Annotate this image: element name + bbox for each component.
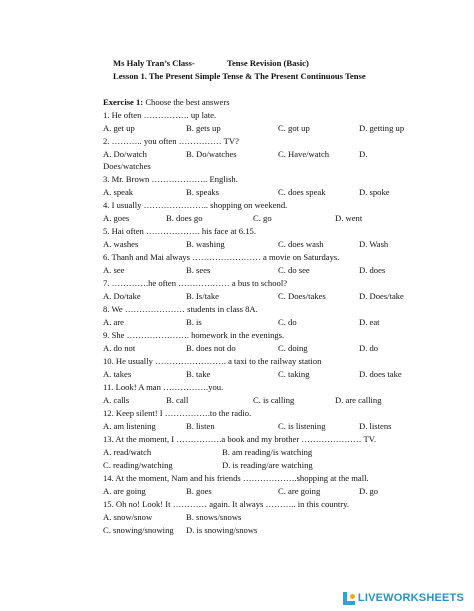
q5-option-b[interactable]: B. washing (186, 239, 225, 249)
q15-option-b[interactable]: B. snows/snows (186, 512, 242, 522)
q1-option-d[interactable]: D. getting up (359, 123, 405, 133)
question-14: 14. At the moment, Nam and his friends ……………….shopping at the mall. (103, 473, 369, 483)
question-3: 3. Mr. Brown ……………….. English. (103, 174, 238, 184)
q13-option-d[interactable]: D. is reading/are watching (222, 460, 313, 470)
q10-option-d[interactable]: D. does take (359, 369, 402, 379)
question-10: 10. He usually ……………………. a taxi to the railway station (103, 356, 322, 366)
q2-option-b[interactable]: B. Do/watches (186, 149, 237, 159)
q7-option-c[interactable]: C. Does/takes (278, 291, 326, 301)
q9-option-b[interactable]: B. does not do (186, 343, 236, 353)
q11-option-c[interactable]: C. is calling (253, 395, 295, 405)
q15-option-a[interactable]: A. snow/snow (103, 512, 153, 522)
question-7: 7. ………….he often ……………… a bus to school? (103, 278, 288, 288)
question-11: 11. Look! A man …………….you. (103, 382, 224, 392)
q4-option-b[interactable]: B. does go (166, 213, 203, 223)
q8-option-c[interactable]: C. do (278, 317, 297, 327)
logo-text: LIVEWORKSHEETS (357, 592, 464, 604)
q14-option-b[interactable]: B. goes (186, 486, 212, 496)
q14-option-c[interactable]: C. are going (278, 486, 321, 496)
question-4: 4. I usually ………………….. shopping on weekend. (103, 200, 288, 210)
question-6: 6. Thanh and Mai always …………………… a movie on Saturdays. (103, 252, 340, 262)
q5-option-d[interactable]: D. Wash (359, 239, 389, 249)
q15-option-c[interactable]: C. snowing/snowing (103, 525, 174, 535)
q5-option-c[interactable]: C. does wash (278, 239, 324, 249)
q9-option-a[interactable]: A. do not (103, 343, 136, 353)
class-name: Ms Haly Tran’s Class- (113, 58, 195, 68)
question-12: 12. Keep silent! I …………….to the radio. (103, 408, 252, 418)
q5-option-a[interactable]: A. washes (103, 239, 139, 249)
q2-option-a[interactable]: A. Do/watch (103, 149, 147, 159)
q7-option-a[interactable]: A. Do/take (103, 291, 141, 301)
q11-option-b[interactable]: B. call (166, 395, 189, 405)
q11-option-d[interactable]: D. are calling (335, 395, 382, 405)
q10-option-a[interactable]: A. takes (103, 369, 132, 379)
question-2: 2. ……….. you often …………… TV? (103, 136, 239, 146)
q14-option-d[interactable]: D. go (359, 486, 379, 496)
liveworksheets-logo-icon (343, 592, 355, 605)
q12-option-a[interactable]: A. am listening (103, 421, 156, 431)
question-9: 9. She …………………. homework in the evenings. (103, 330, 285, 340)
q6-option-c[interactable]: C. do see (278, 265, 310, 275)
q6-option-a[interactable]: A. see (103, 265, 125, 275)
q3-option-d[interactable]: D. spoke (359, 187, 390, 197)
q13-option-a[interactable]: A. read/watch (103, 447, 152, 457)
exercise-label: Exercise 1: (103, 97, 144, 107)
q4-option-d[interactable]: D. went (335, 213, 363, 223)
q2-option-c[interactable]: C. Have/watch (278, 149, 330, 159)
q1-option-c[interactable]: C. got up (278, 123, 310, 133)
q3-option-a[interactable]: A. speak (103, 187, 134, 197)
q13-option-c[interactable]: C. reading/watching (103, 460, 173, 470)
q7-option-b[interactable]: B. Is/take (186, 291, 219, 301)
q10-option-b[interactable]: B. take (186, 369, 211, 379)
question-15: 15. Oh no! Look! It ………… again. It always ……….. in this country. (103, 499, 349, 509)
q2-option-d-text[interactable]: Does/watches (103, 161, 151, 171)
q6-option-b[interactable]: B. sees (186, 265, 211, 275)
q3-option-b[interactable]: B. speaks (186, 187, 219, 197)
question-5: 5. Hai often ………………. his face at 6.15. (103, 226, 256, 236)
q14-option-a[interactable]: A. are going (103, 486, 146, 496)
q4-option-a[interactable]: A. goes (103, 213, 130, 223)
q8-option-b[interactable]: B. is (186, 317, 202, 327)
q1-option-a[interactable]: A. get up (103, 123, 135, 133)
question-13: 13. At the moment, I …………….a book and my brother ………………… TV. (103, 434, 376, 444)
q9-option-c[interactable]: C. doing (278, 343, 308, 353)
q13-option-b[interactable]: B. am reading/is watching (222, 447, 313, 457)
q12-option-b[interactable]: B. listen (186, 421, 215, 431)
q15-option-d[interactable]: D. is snowing/snows (186, 525, 258, 535)
q7-option-d[interactable]: D. Does/take (359, 291, 404, 301)
q8-option-a[interactable]: A. are (103, 317, 124, 327)
q12-option-d[interactable]: D. listens (359, 421, 392, 431)
q1-option-b[interactable]: B. gets up (186, 123, 221, 133)
q11-option-a[interactable]: A. calls (103, 395, 130, 405)
q2-option-d[interactable]: D. (359, 149, 368, 159)
q4-option-c[interactable]: C. go (253, 213, 272, 223)
q3-option-c[interactable]: C. does speak (278, 187, 326, 197)
q12-option-c[interactable]: C. is listening (278, 421, 326, 431)
question-1: 1. He often ……………. up late. (103, 110, 217, 120)
liveworksheets-logo[interactable] (343, 589, 464, 607)
question-8: 8. We ………………… students in class 8A. (103, 304, 258, 314)
worksheet-title: Tense Revision (Basic) (227, 58, 309, 68)
lesson-title: Lesson 1. The Present Simple Tense & The Present Continuous Tense (113, 71, 366, 81)
q6-option-d[interactable]: D. does (359, 265, 386, 275)
exercise-heading (103, 97, 230, 107)
q8-option-d[interactable]: D. eat (359, 317, 380, 327)
q10-option-c[interactable]: C. taking (278, 369, 310, 379)
q9-option-d[interactable]: D. do (359, 343, 379, 353)
exercise-instruction: Choose the best answers (143, 97, 230, 107)
